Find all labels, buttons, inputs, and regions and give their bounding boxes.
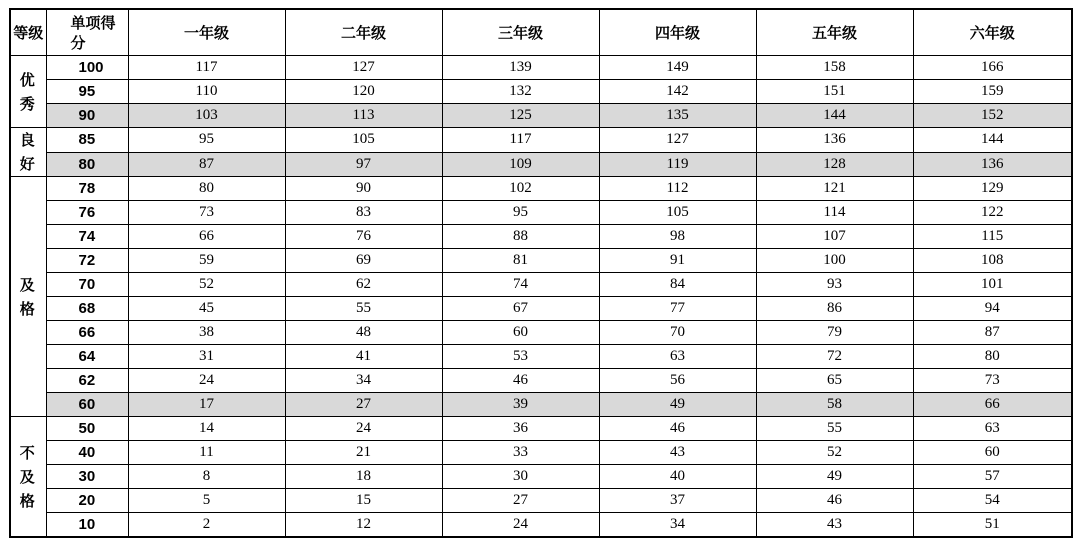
value-cell-grade-4: 112 — [599, 177, 756, 201]
value-cell-grade-6: 108 — [913, 249, 1072, 273]
header-grade-6: 六年级 — [913, 9, 1072, 56]
header-grade-3: 三年级 — [442, 9, 599, 56]
value-cell-grade-6: 152 — [913, 104, 1072, 128]
value-cell-grade-5: 49 — [756, 465, 913, 489]
value-cell-grade-4: 34 — [599, 513, 756, 538]
table-row — [10, 152, 1072, 177]
value-cell-grade-2: 83 — [285, 201, 442, 225]
score-cell: 50 — [46, 417, 128, 441]
score-cell: 30 — [46, 465, 128, 489]
table-body — [10, 56, 1072, 538]
level-label: 及格 — [19, 275, 35, 318]
value-cell-grade-2: 97 — [285, 152, 442, 177]
value-cell-grade-5: 100 — [756, 249, 913, 273]
value-cell-grade-5: 93 — [756, 273, 913, 297]
value-cell-grade-3: 102 — [442, 177, 599, 201]
value-cell-grade-5: 144 — [756, 104, 913, 128]
value-cell-grade-5: 46 — [756, 489, 913, 513]
table-row — [10, 369, 1072, 393]
value-cell-grade-4: 84 — [599, 273, 756, 297]
value-cell-grade-4: 135 — [599, 104, 756, 128]
score-cell: 64 — [46, 345, 128, 369]
value-cell-grade-2: 24 — [285, 417, 442, 441]
value-cell-grade-2: 127 — [285, 56, 442, 80]
value-cell-grade-4: 40 — [599, 465, 756, 489]
value-cell-grade-2: 62 — [285, 273, 442, 297]
level-cell — [10, 128, 46, 177]
value-cell-grade-6: 60 — [913, 441, 1072, 465]
score-cell: 95 — [46, 80, 128, 104]
value-cell-grade-1: 38 — [128, 321, 285, 345]
value-cell-grade-6: 63 — [913, 417, 1072, 441]
score-cell: 10 — [46, 513, 128, 538]
value-cell-grade-3: 81 — [442, 249, 599, 273]
header-level: 等级 — [10, 9, 46, 56]
value-cell-grade-3: 74 — [442, 273, 599, 297]
value-cell-grade-4: 56 — [599, 369, 756, 393]
value-cell-grade-5: 86 — [756, 297, 913, 321]
value-cell-grade-5: 136 — [756, 128, 913, 153]
value-cell-grade-3: 132 — [442, 80, 599, 104]
header-grade-5: 五年级 — [756, 9, 913, 56]
value-cell-grade-5: 72 — [756, 345, 913, 369]
value-cell-grade-6: 101 — [913, 273, 1072, 297]
value-cell-grade-6: 51 — [913, 513, 1072, 538]
header-score: 单项得分 — [46, 9, 128, 56]
table-row — [10, 321, 1072, 345]
level-cell — [10, 417, 46, 538]
value-cell-grade-2: 27 — [285, 393, 442, 417]
table-row — [10, 513, 1072, 538]
value-cell-grade-5: 79 — [756, 321, 913, 345]
value-cell-grade-1: 5 — [128, 489, 285, 513]
score-cell: 100 — [46, 56, 128, 80]
score-cell: 76 — [46, 201, 128, 225]
value-cell-grade-3: 125 — [442, 104, 599, 128]
value-cell-grade-4: 37 — [599, 489, 756, 513]
value-cell-grade-1: 59 — [128, 249, 285, 273]
value-cell-grade-1: 95 — [128, 128, 285, 153]
value-cell-grade-3: 67 — [442, 297, 599, 321]
value-cell-grade-3: 39 — [442, 393, 599, 417]
score-cell: 70 — [46, 273, 128, 297]
value-cell-grade-1: 2 — [128, 513, 285, 538]
table-row — [10, 56, 1072, 80]
level-label: 良好 — [19, 131, 35, 173]
level-cell — [10, 56, 46, 128]
header-grade-2: 二年级 — [285, 9, 442, 56]
value-cell-grade-5: 43 — [756, 513, 913, 538]
table-row — [10, 345, 1072, 369]
value-cell-grade-2: 90 — [285, 177, 442, 201]
value-cell-grade-6: 115 — [913, 225, 1072, 249]
value-cell-grade-4: 77 — [599, 297, 756, 321]
level-label: 不及格 — [19, 443, 35, 510]
value-cell-grade-4: 43 — [599, 441, 756, 465]
value-cell-grade-1: 117 — [128, 56, 285, 80]
value-cell-grade-4: 119 — [599, 152, 756, 177]
table-row — [10, 225, 1072, 249]
value-cell-grade-2: 69 — [285, 249, 442, 273]
value-cell-grade-2: 15 — [285, 489, 442, 513]
value-cell-grade-4: 98 — [599, 225, 756, 249]
value-cell-grade-2: 48 — [285, 321, 442, 345]
score-cell: 40 — [46, 441, 128, 465]
value-cell-grade-2: 105 — [285, 128, 442, 153]
value-cell-grade-4: 46 — [599, 417, 756, 441]
value-cell-grade-6: 87 — [913, 321, 1072, 345]
value-cell-grade-2: 113 — [285, 104, 442, 128]
value-cell-grade-3: 88 — [442, 225, 599, 249]
table-row — [10, 177, 1072, 201]
score-cell: 66 — [46, 321, 128, 345]
value-cell-grade-4: 149 — [599, 56, 756, 80]
table-row — [10, 393, 1072, 417]
value-cell-grade-5: 151 — [756, 80, 913, 104]
value-cell-grade-4: 91 — [599, 249, 756, 273]
value-cell-grade-1: 24 — [128, 369, 285, 393]
table-row — [10, 465, 1072, 489]
score-table — [9, 8, 1073, 538]
table-row — [10, 273, 1072, 297]
score-cell: 80 — [46, 152, 128, 177]
score-cell: 74 — [46, 225, 128, 249]
value-cell-grade-2: 12 — [285, 513, 442, 538]
value-cell-grade-1: 52 — [128, 273, 285, 297]
score-cell: 85 — [46, 128, 128, 153]
table-row — [10, 489, 1072, 513]
value-cell-grade-5: 128 — [756, 152, 913, 177]
value-cell-grade-4: 142 — [599, 80, 756, 104]
table-row — [10, 297, 1072, 321]
value-cell-grade-1: 87 — [128, 152, 285, 177]
value-cell-grade-1: 80 — [128, 177, 285, 201]
value-cell-grade-3: 33 — [442, 441, 599, 465]
value-cell-grade-1: 103 — [128, 104, 285, 128]
value-cell-grade-2: 18 — [285, 465, 442, 489]
score-cell: 78 — [46, 177, 128, 201]
value-cell-grade-6: 166 — [913, 56, 1072, 80]
table-row — [10, 201, 1072, 225]
table-row — [10, 80, 1072, 104]
value-cell-grade-6: 54 — [913, 489, 1072, 513]
table-header-row — [10, 9, 1072, 56]
value-cell-grade-6: 94 — [913, 297, 1072, 321]
value-cell-grade-5: 107 — [756, 225, 913, 249]
value-cell-grade-1: 11 — [128, 441, 285, 465]
value-cell-grade-2: 21 — [285, 441, 442, 465]
level-label: 优秀 — [19, 70, 35, 113]
value-cell-grade-5: 55 — [756, 417, 913, 441]
value-cell-grade-2: 41 — [285, 345, 442, 369]
value-cell-grade-1: 14 — [128, 417, 285, 441]
table-row — [10, 249, 1072, 273]
value-cell-grade-2: 120 — [285, 80, 442, 104]
value-cell-grade-6: 159 — [913, 80, 1072, 104]
value-cell-grade-3: 27 — [442, 489, 599, 513]
value-cell-grade-4: 70 — [599, 321, 756, 345]
value-cell-grade-3: 60 — [442, 321, 599, 345]
value-cell-grade-4: 49 — [599, 393, 756, 417]
value-cell-grade-5: 114 — [756, 201, 913, 225]
value-cell-grade-1: 17 — [128, 393, 285, 417]
value-cell-grade-6: 57 — [913, 465, 1072, 489]
value-cell-grade-2: 55 — [285, 297, 442, 321]
header-grade-1: 一年级 — [128, 9, 285, 56]
table-row — [10, 417, 1072, 441]
score-cell: 72 — [46, 249, 128, 273]
value-cell-grade-6: 66 — [913, 393, 1072, 417]
value-cell-grade-1: 73 — [128, 201, 285, 225]
value-cell-grade-2: 76 — [285, 225, 442, 249]
value-cell-grade-3: 139 — [442, 56, 599, 80]
value-cell-grade-3: 53 — [442, 345, 599, 369]
score-cell: 62 — [46, 369, 128, 393]
header-grade-4: 四年级 — [599, 9, 756, 56]
value-cell-grade-4: 127 — [599, 128, 756, 153]
value-cell-grade-6: 136 — [913, 152, 1072, 177]
value-cell-grade-1: 66 — [128, 225, 285, 249]
value-cell-grade-3: 36 — [442, 417, 599, 441]
table-row — [10, 128, 1072, 153]
value-cell-grade-5: 121 — [756, 177, 913, 201]
value-cell-grade-3: 95 — [442, 201, 599, 225]
value-cell-grade-1: 31 — [128, 345, 285, 369]
level-cell — [10, 177, 46, 417]
score-cell: 60 — [46, 393, 128, 417]
value-cell-grade-3: 117 — [442, 128, 599, 153]
value-cell-grade-5: 65 — [756, 369, 913, 393]
value-cell-grade-3: 30 — [442, 465, 599, 489]
value-cell-grade-1: 45 — [128, 297, 285, 321]
score-cell: 20 — [46, 489, 128, 513]
table-row — [10, 441, 1072, 465]
score-table-container — [9, 8, 1073, 538]
value-cell-grade-4: 63 — [599, 345, 756, 369]
value-cell-grade-3: 109 — [442, 152, 599, 177]
value-cell-grade-6: 73 — [913, 369, 1072, 393]
value-cell-grade-2: 34 — [285, 369, 442, 393]
value-cell-grade-1: 8 — [128, 465, 285, 489]
value-cell-grade-6: 80 — [913, 345, 1072, 369]
value-cell-grade-6: 144 — [913, 128, 1072, 153]
value-cell-grade-5: 52 — [756, 441, 913, 465]
value-cell-grade-6: 129 — [913, 177, 1072, 201]
score-cell: 90 — [46, 104, 128, 128]
score-cell: 68 — [46, 297, 128, 321]
value-cell-grade-4: 105 — [599, 201, 756, 225]
table-row — [10, 104, 1072, 128]
value-cell-grade-6: 122 — [913, 201, 1072, 225]
value-cell-grade-5: 58 — [756, 393, 913, 417]
value-cell-grade-5: 158 — [756, 56, 913, 80]
value-cell-grade-3: 24 — [442, 513, 599, 538]
value-cell-grade-3: 46 — [442, 369, 599, 393]
value-cell-grade-1: 110 — [128, 80, 285, 104]
